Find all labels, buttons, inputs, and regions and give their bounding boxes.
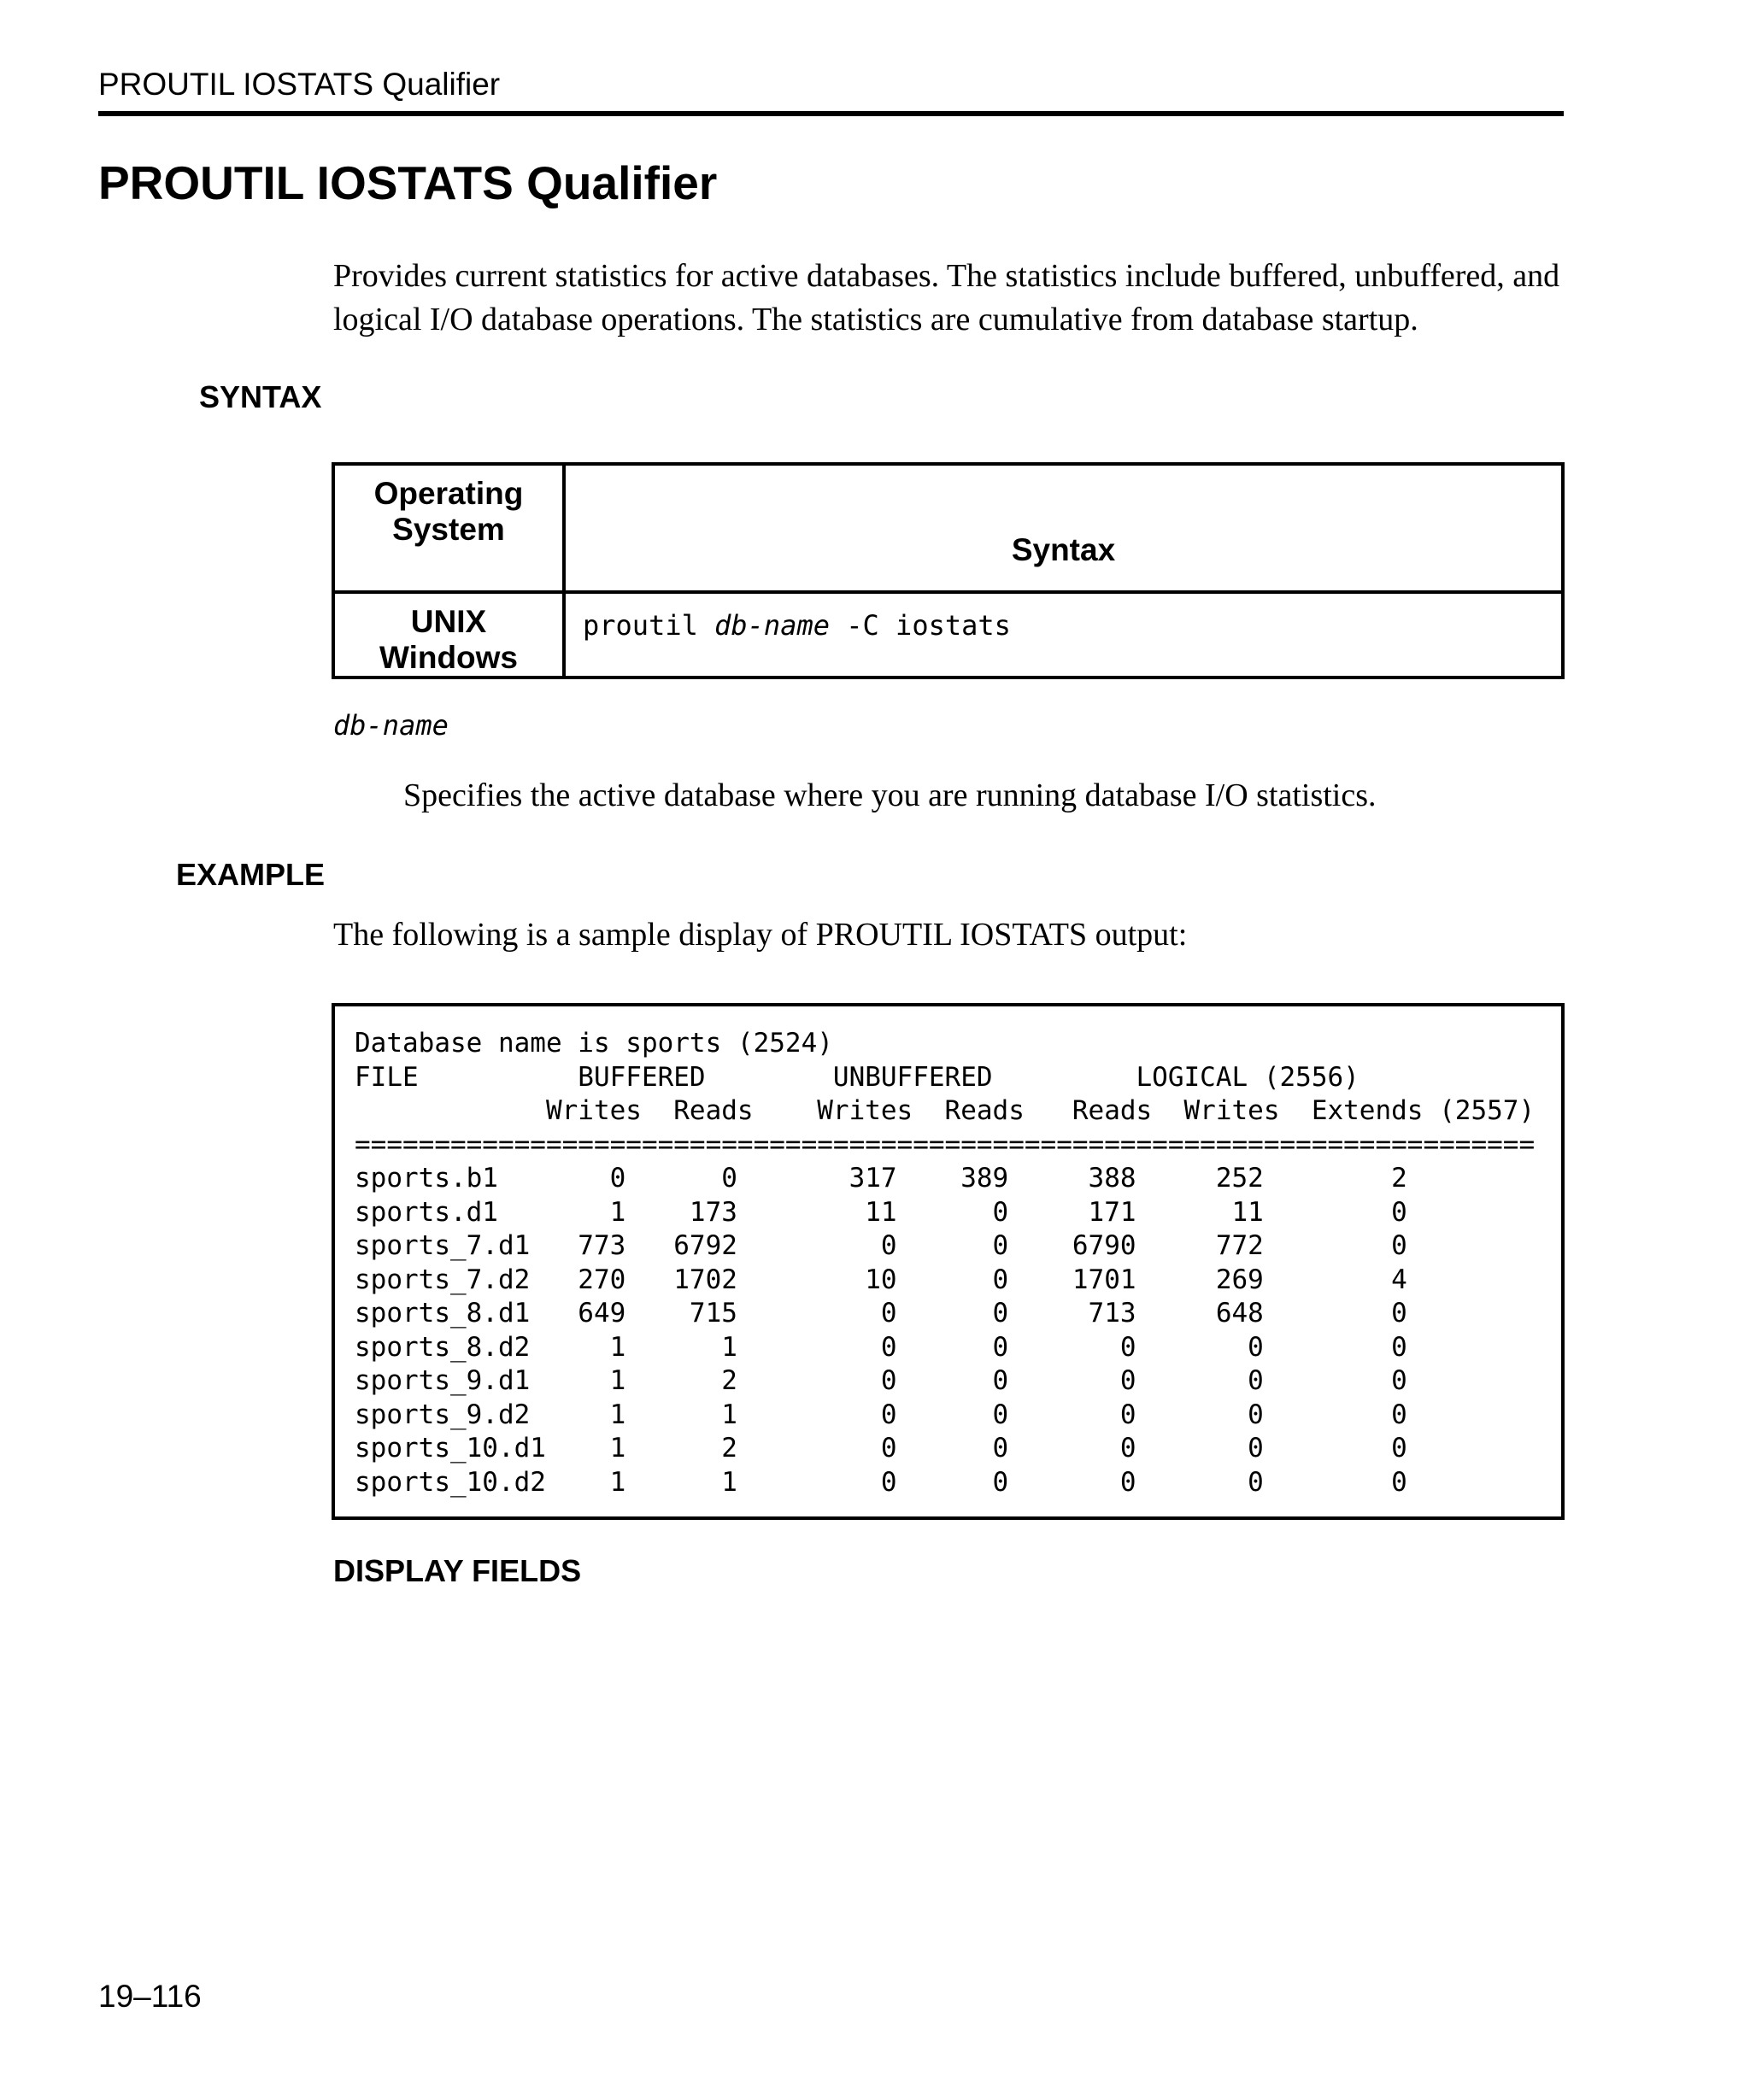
command-prefix: proutil [583, 609, 715, 642]
output-line: sports_10.d2 1 1 0 0 0 0 0 [355, 1466, 1407, 1498]
output-line: Database name is sports (2524) [355, 1028, 833, 1059]
example-intro: The following is a sample display of PROUTIL IOSTATS output: [333, 917, 1188, 953]
example-heading: EXAMPLE [176, 857, 326, 892]
output-line: sports.b1 0 0 317 389 388 252 2 [355, 1163, 1407, 1194]
output-line: sports_7.d1 773 6792 0 0 6790 772 0 [355, 1230, 1407, 1261]
output-line: Writes Reads Writes Reads Reads Writes Extends (2557) [355, 1095, 1536, 1126]
parameter-name: db-name [333, 709, 449, 742]
os-unix: UNIX [410, 604, 487, 639]
syntax-table [332, 462, 1565, 679]
syntax-heading: SYNTAX [199, 379, 322, 414]
page-title: PROUTIL IOSTATS Qualifier [98, 156, 718, 209]
output-line: sports_7.d2 270 1702 10 0 1701 269 4 [355, 1264, 1407, 1295]
syntax-command [564, 592, 1563, 678]
output-line: sports_8.d1 649 715 0 0 713 648 0 [355, 1298, 1407, 1329]
header-os-line1: Operating [373, 476, 524, 511]
sample-output [355, 1027, 1535, 1499]
syntax-table-row [333, 592, 1563, 678]
output-line: sports_9.d1 1 2 0 0 0 0 0 [355, 1365, 1407, 1396]
header-operating-system [333, 464, 564, 592]
parameter-description: Specifies the active database where you are running database I/O statistics. [403, 777, 1377, 813]
running-header: PROUTIL IOSTATS Qualifier [98, 67, 501, 102]
output-line: sports.d1 1 173 11 0 171 11 0 [355, 1196, 1407, 1228]
intro-paragraph: Provides current statistics for active databases. The statistics include buffered, unbuffered, and logical I/O database operations. The statistics are cumulative from database startup. [333, 258, 1560, 337]
os-cell [333, 592, 564, 678]
header-syntax: Syntax [564, 464, 1563, 592]
os-windows: Windows [379, 640, 519, 675]
sample-output-box [332, 1003, 1565, 1520]
header-os-line2: System [392, 512, 505, 547]
output-line: sports_10.d1 1 2 0 0 0 0 0 [355, 1433, 1407, 1464]
command-suffix: -C iostats [829, 609, 1011, 642]
output-line: FILE BUFFERED UNBUFFERED LOGICAL (2556) [355, 1061, 1359, 1093]
header-rule [98, 111, 1564, 116]
command-parameter: db-name [714, 609, 830, 642]
display-fields-heading: DISPLAY FIELDS [333, 1553, 582, 1588]
output-line: sports_8.d2 1 1 0 0 0 0 0 [355, 1331, 1407, 1363]
output-line: sports_9.d2 1 1 0 0 0 0 0 [355, 1399, 1407, 1430]
syntax-table-header-row [333, 464, 1563, 592]
output-line: ========================================================================== [355, 1129, 1536, 1160]
page-number: 19–116 [98, 1979, 202, 2014]
